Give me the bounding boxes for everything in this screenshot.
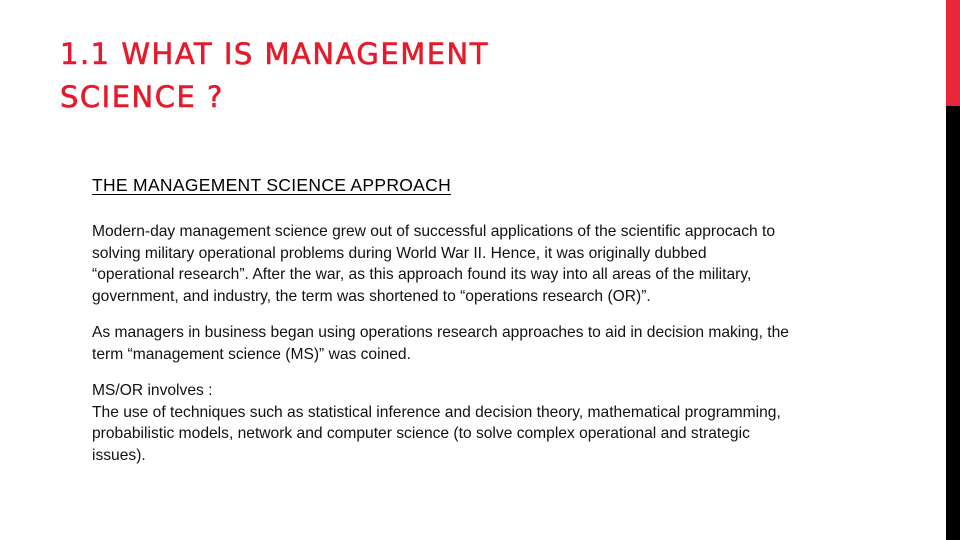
paragraph-line: probabilistic models, network and computer science (to solve complex operational and strategic (92, 425, 750, 442)
section-subheading: THE MANAGEMENT SCIENCE APPROACH (92, 175, 452, 195)
paragraph-line: government, and industry, the term was shortened to “operations research (OR)”. (92, 287, 651, 305)
slide-title-line-2: SCIENCE ? (60, 80, 224, 114)
slide-title-line-1: 1.1 WHAT IS MANAGEMENT (60, 37, 489, 71)
paragraph-msor-involves (92, 380, 922, 466)
paragraph-history (92, 221, 922, 307)
paragraph-line: term “management science (MS)” was coined. (92, 345, 411, 363)
paragraph-line: “operational research”. After the war, as this approach found its way into all areas of the military, (92, 266, 752, 283)
paragraph-line: The use of techniques such as statistical inference and decision theory, mathematical programming, (92, 403, 781, 421)
slide-body (92, 173, 922, 466)
accent-bar-top (946, 0, 960, 106)
paragraph-ms-term (92, 322, 922, 365)
paragraph-line: solving military operational problems during World War II. Hence, it was originally dubbed (92, 244, 707, 262)
paragraph-line: MS/OR involves : (92, 382, 213, 399)
slide-title (60, 33, 700, 119)
accent-bar-bottom (946, 106, 960, 540)
paragraph-line: Modern-day management science grew out of successful applications of the scientific approcach to (92, 223, 776, 240)
paragraph-line: issues). (92, 446, 146, 464)
paragraph-line: As managers in business began using operations research approaches to aid in decision making, the (92, 324, 789, 341)
